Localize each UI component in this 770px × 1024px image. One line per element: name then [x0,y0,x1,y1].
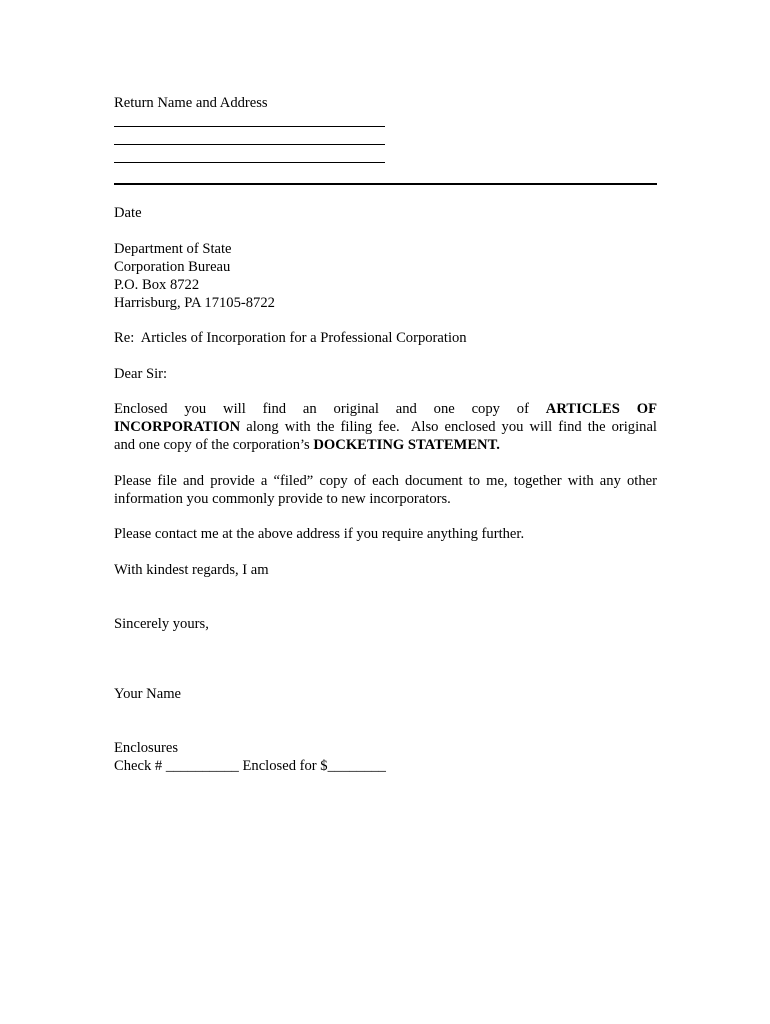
salutation-text: Dear Sir: [114,366,168,382]
paragraph-1-line-1 [114,400,657,418]
body-paragraph-2 [114,472,657,508]
recipient-line: Harrisburg, PA 17105-8722 [114,295,275,311]
paragraph-2-line-1: Please file and provide a “filed” copy of each document to me, together with any other [114,473,657,489]
return-address-line-3[interactable] [114,162,385,163]
recipient-address [114,240,275,312]
paragraph-1-text: Enclosed you will find an original and one copy of [114,401,546,417]
check-enclosed-line: Check # __________ Enclosed for $________ [114,758,386,774]
date-label-text: Date [114,205,142,221]
regards-text: With kindest regards, I am [114,562,269,578]
closing [114,615,209,633]
docketing-statement-emphasis: DOCKETING STATEMENT. [313,437,500,453]
signature-name [114,685,181,703]
paragraph-3-text: Please contact me at the above address if you require anything further. [114,526,525,542]
paragraph-2-line-2: information you commonly provide to new incorporators. [114,491,451,507]
recipient-line: Corporation Bureau [114,259,231,275]
paragraph-1-line-3 [114,436,657,454]
recipient-line: Department of State [114,241,232,257]
return-address-heading [114,94,268,112]
paragraph-1-text: along with the filing fee. Also enclosed you will find the original [240,419,657,435]
enclosures-block [114,739,386,775]
return-address-line-1[interactable] [114,126,385,127]
closing-text: Sincerely yours, [114,616,209,632]
date-label [114,204,142,222]
paragraph-1-line-2 [114,418,657,436]
return-address-heading-text: Return Name and Address [114,95,268,111]
header-divider [114,183,657,185]
enclosures-label: Enclosures [114,740,179,756]
return-address-line-2[interactable] [114,144,385,145]
body-paragraph-1 [114,400,657,454]
salutation [114,365,167,383]
signature-name-text: Your Name [114,686,182,702]
articles-emphasis: ARTICLES OF [545,401,657,417]
recipient-line: P.O. Box 8722 [114,277,200,293]
subject-line [114,329,467,347]
regards-line [114,561,269,579]
incorporation-emphasis: INCORPORATION [114,419,241,435]
subject-line-text: Re: Articles of Incorporation for a Professional Corporation [114,330,467,346]
paragraph-1-text: and one copy of the corporation’s [114,437,314,453]
body-paragraph-3 [114,525,524,543]
